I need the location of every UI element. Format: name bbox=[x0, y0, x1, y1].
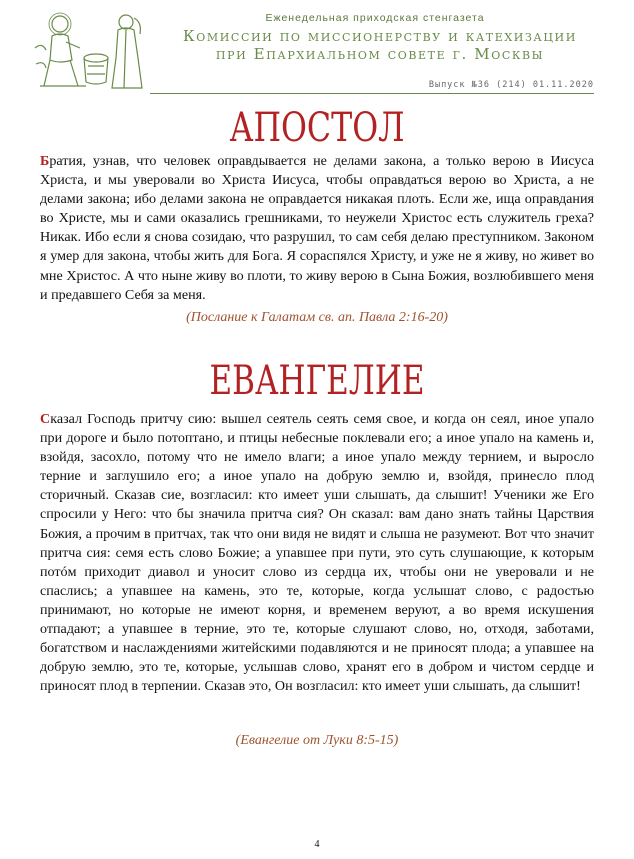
gospel-heading bbox=[0, 352, 634, 404]
gospel-heading-text: ЕВАНГЕЛИЕ bbox=[209, 358, 425, 404]
gospel-body: казал Господь притчу сию: вышел сеятель сеять семя свое, и когда он сеял, иное упало при дороге и было потоптано, и птицы небесные поклевали его; а иное упало на камень и, взойдя, засохло, потому что не имело влаги; а иное упало между тернием, и выросло терние и заглушило его; а иное упало на добрую землю и, взойдя, принесло плод сторичный. Сказав сие, возгласил: кто имеет уши слышать, да слышит! Ученики же Его спросили у Него: что бы значила притча сия? Он сказал: вам дано знать тайны Царствия Божия, а прочим в притчах, так что они видя не видят и слыша не разумеют. Вот что значит притча сия: семя есть слово Божие; а упавшее при пути, это суть слушающие, к которым потóм приходит диавол и уносит слово из сердца их, чтобы они не уверовали и не спаслись; а упавшее на камень, это те, которые, когда услышат слово, с радостью принимают, но которые не имеют корня, и временем веруют, а во время искушения отпадают; а упавшее в терние, это те, которые слушают слово, но, отходя, заботами, богатством и наслаждениями житейскими подавляются и не приносят плода; а упавшее на добрую землю, это те, которые, услышав слово, хранят его в добром и чистом сердце и приносят плод в терпении. Сказав это, Он возгласил: кто имеет уши слышать, да слышит! bbox=[40, 411, 594, 695]
newspaper-subtitle: Еженедельная приходская стенгазета bbox=[265, 12, 485, 24]
gospel-reference: (Евангелие от Луки 8:5-15) bbox=[235, 733, 399, 748]
newspaper-title-line-1: Комиссии по миссионерству и катехизации bbox=[183, 27, 577, 45]
apostle-body: ратия, узнав, что человек оправдывается не делами закона, а только верою в Иисуса Христа, и мы уверовали во Христа Иисуса, чтобы оправдаться верою во Христа, а не делами закона; ибо делами закона не оправдается никакая плоть. Если же, ища оправдания во Христе, мы и сами оказались грешниками, то неужели Христос есть служитель греха? Никак. Ибо если я снова созидаю, что разрушил, то сам себя делаю преступником. Законом я умер для закона, чтобы жить для Бога. Я сораспялся Христу, и уже не я живу, но живет во мне Христос. А что ныне живу во плоти, то живу верою в Сына Божия, возлюбившего меня и предавшего Себя за меня. bbox=[40, 153, 594, 303]
apostle-reference: (Послание к Галатам св. ап. Павла 2:16-20) bbox=[186, 310, 448, 325]
issue-info: Выпуск №36 (214) 01.11.2020 bbox=[428, 80, 594, 90]
apostle-text bbox=[40, 152, 594, 305]
gospel-dropcap: С bbox=[40, 411, 51, 427]
christ-and-samaritan-woman-at-well-icon bbox=[30, 8, 150, 92]
newspaper-title-line-2: при Епархиальном совете г. Москвы bbox=[215, 45, 545, 63]
page-header bbox=[0, 0, 634, 95]
gospel-text bbox=[40, 410, 594, 696]
header-divider bbox=[150, 93, 594, 94]
page-number: 4 bbox=[314, 839, 320, 850]
apostle-heading-text: АПОСТОЛ bbox=[229, 105, 405, 151]
apostle-dropcap: Б bbox=[40, 153, 50, 169]
apostle-heading bbox=[0, 101, 634, 151]
